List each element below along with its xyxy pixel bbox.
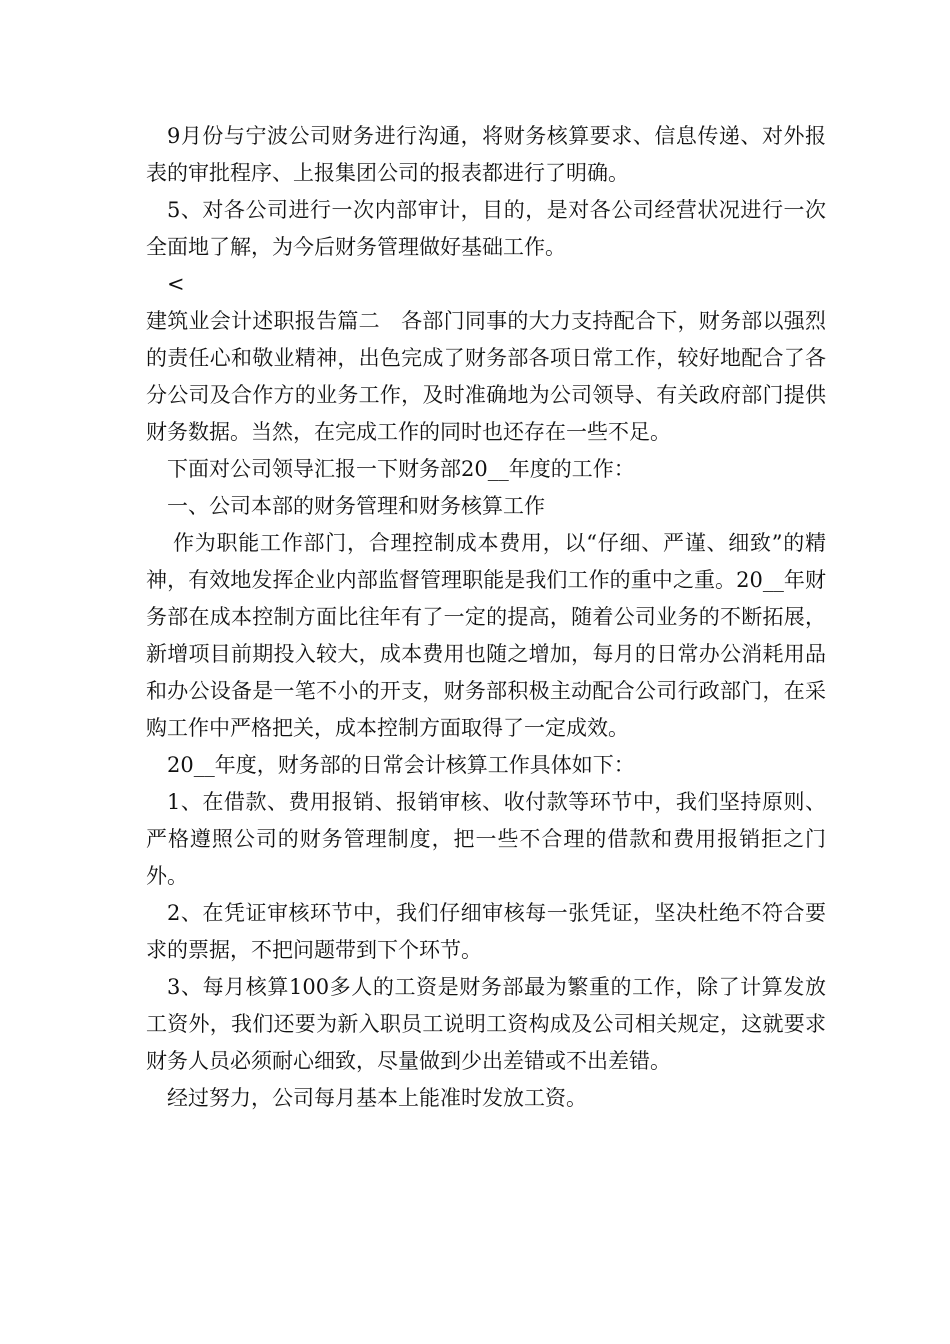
paragraph-report-intro: 下面对公司领导汇报一下财务部20__年度的工作： [167, 457, 635, 481]
paragraph-report-part-two: 建筑业会计述职报告篇二 各部门同事的大力支持配合下，财务部以强烈的责任心和敬业精神，出色完成了财务部各项日常工作，较好地配合了各分公司及合作方的业务工作，及时准确地为公司领导、有关政府部门提供财务数据。当然，在完成工作的同时也还存在一些不足。 [146, 309, 826, 444]
list-item-expense-review: 1、在借款、费用报销、报销审核、收付款等环节中，我们坚持原则、严格遵照公司的财务管理制度，把一些不合理的借款和费用报销拒之门外。 [146, 790, 826, 888]
paragraph-symbol: < [167, 272, 185, 296]
paragraph-cost-control: 作为职能工作部门，合理控制成本费用，以“仔细、严谨、细致”的精神，有效地发挥企业内部监督管理职能是我们工作的重中之重。20__年财务部在成本控制方面比往年有了一定的提高，随着公司业务的不断拓展，新增项目前期投入较大，成本费用也随之增加，每月的日常办公消耗用品和办公设备是一笔不小的开支，财务部积极主动配合公司行政部门，在采购工作中严格把关，成本控制方面取得了一定成效。 [146, 531, 826, 740]
list-item-voucher-review: 2、在凭证审核环节中，我们仔细审核每一张凭证，坚决杜绝不符合要求的票据，不把问题带到下个环节。 [146, 901, 826, 962]
section-heading-finance-management: 一、公司本部的财务管理和财务核算工作 [167, 494, 545, 518]
paragraph-accounting-intro: 20__年度，财务部的日常会计核算工作具体如下： [167, 753, 635, 777]
paragraph-ningbo-communication: 9月份与宁波公司财务进行沟通，将财务核算要求、信息传递、对外报表的审批程序、上报集团公司的报表都进行了明确。 [146, 124, 826, 185]
paragraph-payroll-result: 经过努力，公司每月基本上能准时发放工资。 [167, 1086, 587, 1110]
document-body [146, 118, 826, 1117]
list-item-payroll: 3、每月核算100多人的工资是财务部最为繁重的工作，除了计算发放工资外，我们还要为新入职员工说明工资构成及公司相关规定，这就要求财务人员必须耐心细致，尽量做到少出差错或不出差错。 [146, 975, 826, 1073]
paragraph-internal-audit: 5、对各公司进行一次内部审计，目的，是对各公司经营状况进行一次全面地了解，为今后财务管理做好基础工作。 [146, 198, 826, 259]
